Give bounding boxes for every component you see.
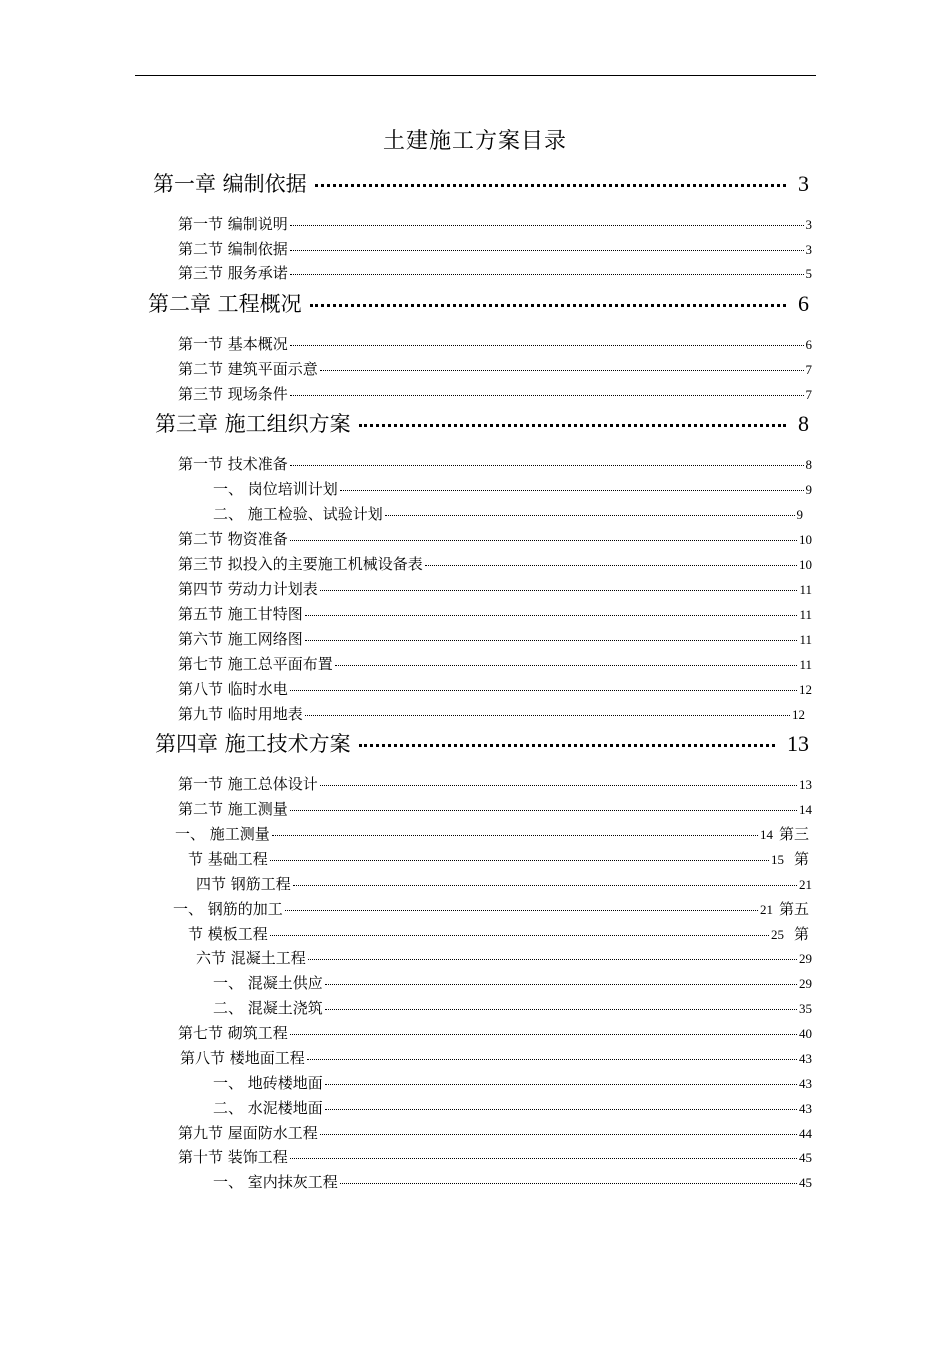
toc-chapter-1[interactable]	[153, 168, 809, 196]
toc-leader-dots	[307, 1059, 797, 1060]
toc-page-number: 43	[799, 1076, 812, 1091]
toc-page-number: 43	[799, 1101, 812, 1116]
toc-page-number: 15	[770, 852, 784, 867]
toc-section[interactable]	[178, 262, 812, 282]
toc-leader-dots	[290, 274, 804, 275]
toc-label: 第四章 施工技术方案	[155, 732, 351, 756]
toc-leader-dots	[325, 984, 797, 985]
toc-section[interactable]	[178, 578, 812, 598]
toc-label: 一、 混凝土供应	[213, 974, 323, 992]
toc-leader-dots	[290, 225, 804, 226]
toc-section[interactable]	[178, 628, 812, 648]
toc-leader-dots	[305, 615, 798, 616]
toc-leader-dots	[359, 424, 786, 427]
toc-page-number: 35	[799, 1001, 812, 1016]
toc-subsection[interactable]	[213, 1072, 812, 1092]
toc-section[interactable]	[178, 798, 812, 818]
toc-label: 第三节 服务承诺	[178, 264, 288, 282]
toc-leader-dots	[290, 810, 797, 811]
toc-label: 第九节 临时用地表	[178, 705, 303, 723]
toc-section[interactable]	[178, 528, 812, 548]
toc-label: 六节 混凝土工程	[196, 949, 306, 967]
toc-subsection[interactable]	[213, 997, 812, 1017]
toc-section[interactable]	[178, 703, 805, 723]
toc-label: 一、 施工测量	[175, 825, 270, 843]
toc-label: 第三节 拟投入的主要施工机械设备表	[178, 555, 423, 573]
toc-leader-dots	[325, 1109, 797, 1110]
toc-section[interactable]	[178, 678, 812, 698]
toc-section[interactable]	[178, 453, 812, 473]
toc-leader-dots	[308, 959, 797, 960]
toc-page-number: 13	[799, 777, 812, 792]
toc-wrap-fragment: 第	[793, 925, 809, 943]
toc-label: 第一节 基本概况	[178, 335, 288, 353]
toc-leader-dots	[310, 304, 786, 307]
toc-page-number: 14	[799, 802, 812, 817]
toc-subsection[interactable]	[175, 823, 809, 843]
toc-leader-dots	[320, 1134, 797, 1135]
toc-page-number: 6	[805, 337, 812, 352]
toc-leader-dots	[359, 744, 775, 747]
toc-page-number: 3	[798, 171, 809, 196]
toc-page-number: 7	[805, 387, 812, 402]
toc-label: 第九节 屋面防水工程	[178, 1124, 318, 1142]
toc-page-number: 8	[805, 457, 812, 472]
toc-leader-dots	[385, 515, 795, 516]
toc-page-number: 3	[805, 242, 812, 257]
toc-leader-dots	[290, 1034, 797, 1035]
toc-section[interactable]	[178, 383, 812, 403]
toc-leader-dots	[285, 910, 758, 911]
toc-label: 第二节 物资准备	[178, 530, 288, 548]
toc-page-number: 11	[799, 582, 812, 597]
toc-label: 第一章 编制依据	[153, 172, 307, 196]
toc-wrap-fragment: 第三	[778, 825, 809, 843]
toc-leader-dots	[290, 1158, 797, 1159]
toc-leader-dots	[325, 1009, 797, 1010]
toc-page-number: 8	[798, 411, 809, 436]
toc-leader-dots	[320, 590, 798, 591]
toc-label: 一、 室内抹灰工程	[213, 1173, 338, 1191]
toc-page-number: 11	[799, 607, 812, 622]
toc-page-number: 9	[796, 507, 803, 522]
toc-leader-dots	[325, 1084, 797, 1085]
toc-page-number: 25	[770, 927, 784, 942]
toc-label: 第四节 劳动力计划表	[178, 580, 318, 598]
toc-leader-dots	[340, 490, 804, 491]
toc-leader-dots	[320, 785, 797, 786]
toc-section[interactable]	[178, 653, 812, 673]
toc-section[interactable]	[178, 553, 812, 573]
toc-leader-dots	[293, 885, 797, 886]
toc-leader-dots	[305, 640, 798, 641]
toc-section[interactable]	[188, 848, 809, 868]
toc-subsection[interactable]	[213, 1097, 812, 1117]
toc-leader-dots	[270, 860, 769, 861]
toc-label: 一、 岗位培训计划	[213, 480, 338, 498]
toc-leader-dots	[315, 184, 786, 187]
toc-label: 第六节 施工网络图	[178, 630, 303, 648]
toc-leader-dots	[290, 540, 797, 541]
toc-label: 第三节 现场条件	[178, 385, 288, 403]
toc-page-number: 3	[805, 217, 812, 232]
toc-subsection[interactable]	[213, 503, 803, 523]
toc-section[interactable]	[178, 1022, 812, 1042]
toc-page-number: 21	[759, 902, 773, 917]
toc-label: 第八节 临时水电	[178, 680, 288, 698]
toc-label: 第二节 施工测量	[178, 800, 288, 818]
toc-label: 第二章 工程概况	[148, 292, 302, 316]
toc-wrap-fragment: 第	[793, 850, 809, 868]
toc-label: 第二节 建筑平面示意	[178, 360, 318, 378]
toc-section[interactable]	[178, 1122, 812, 1142]
toc-subsection[interactable]	[213, 478, 812, 498]
toc-label: 一、 钢筋的加工	[173, 900, 283, 918]
toc-section[interactable]	[178, 358, 812, 378]
toc-leader-dots	[272, 835, 758, 836]
toc-page-number: 14	[759, 827, 773, 842]
toc-label: 四节 钢筋工程	[196, 875, 291, 893]
toc-chapter-3[interactable]	[155, 408, 809, 436]
toc-page-number: 11	[799, 632, 812, 647]
toc-label: 一、 地砖楼地面	[213, 1074, 323, 1092]
toc-leader-dots	[270, 935, 769, 936]
toc-section[interactable]	[178, 603, 812, 623]
toc-page-number: 29	[799, 951, 812, 966]
toc-label: 第十节 装饰工程	[178, 1148, 288, 1166]
toc-subsection[interactable]	[173, 898, 809, 918]
toc-subsection[interactable]	[213, 1171, 812, 1191]
toc-leader-dots	[320, 370, 804, 371]
toc-leader-dots	[290, 465, 804, 466]
toc-chapter-2[interactable]	[148, 288, 809, 316]
toc-section[interactable]	[196, 947, 812, 967]
toc-leader-dots	[290, 345, 804, 346]
toc-page-number: 45	[799, 1150, 812, 1165]
toc-page-number: 6	[798, 291, 809, 316]
toc-page-number: 45	[799, 1175, 812, 1190]
toc-section[interactable]	[188, 923, 809, 943]
toc-page-number: 12	[792, 707, 805, 722]
toc-label: 第一节 施工总体设计	[178, 775, 318, 793]
toc-page-number: 7	[805, 362, 812, 377]
toc-label: 二、 施工检验、试验计划	[213, 505, 383, 523]
toc-page-number: 10	[799, 532, 812, 547]
toc-page-number: 9	[805, 482, 812, 497]
toc-leader-dots	[335, 665, 798, 666]
document-title: 土建施工方案目录	[382, 129, 567, 154]
toc-section[interactable]	[178, 213, 812, 233]
toc-label: 第三章 施工组织方案	[155, 412, 351, 436]
toc-leader-dots	[290, 250, 804, 251]
toc-label: 节 基础工程	[188, 850, 268, 868]
toc-label: 第一节 技术准备	[178, 455, 288, 473]
toc-label: 二、 水泥楼地面	[213, 1099, 323, 1117]
toc-section[interactable]	[178, 238, 812, 258]
toc-section[interactable]	[178, 1146, 812, 1166]
toc-page-number: 12	[799, 682, 812, 697]
toc-label: 第五节 施工甘特图	[178, 605, 303, 623]
toc-page-number: 43	[799, 1051, 812, 1066]
toc-label: 二、 混凝土浇筑	[213, 999, 323, 1017]
toc-label: 第七节 施工总平面布置	[178, 655, 333, 673]
toc-label: 第七节 砌筑工程	[178, 1024, 288, 1042]
toc-subsection[interactable]	[213, 972, 812, 992]
toc-leader-dots	[305, 715, 790, 716]
toc-leader-dots	[290, 395, 804, 396]
toc-chapter-4[interactable]	[155, 728, 809, 756]
toc-page-number: 13	[787, 731, 809, 756]
header-rule	[135, 75, 816, 76]
toc-section[interactable]	[178, 333, 812, 353]
toc-section[interactable]	[196, 873, 812, 893]
toc-wrap-fragment: 第五	[778, 900, 809, 918]
toc-section[interactable]	[180, 1047, 812, 1067]
toc-label: 第二节 编制依据	[178, 240, 288, 258]
toc-page-number: 44	[799, 1126, 812, 1141]
toc-label: 第八节 楼地面工程	[180, 1049, 305, 1067]
toc-label: 第一节 编制说明	[178, 215, 288, 233]
toc-section[interactable]	[178, 773, 812, 793]
toc-page-number: 10	[799, 557, 812, 572]
toc-leader-dots	[340, 1183, 797, 1184]
toc-leader-dots	[425, 565, 797, 566]
toc-page-number: 5	[805, 266, 812, 281]
toc-label: 节 模板工程	[188, 925, 268, 943]
toc-page-number: 40	[799, 1026, 812, 1041]
toc-leader-dots	[290, 690, 797, 691]
toc-page-number: 11	[799, 657, 812, 672]
toc-page-number: 21	[799, 877, 812, 892]
toc-page-number: 29	[799, 976, 812, 991]
